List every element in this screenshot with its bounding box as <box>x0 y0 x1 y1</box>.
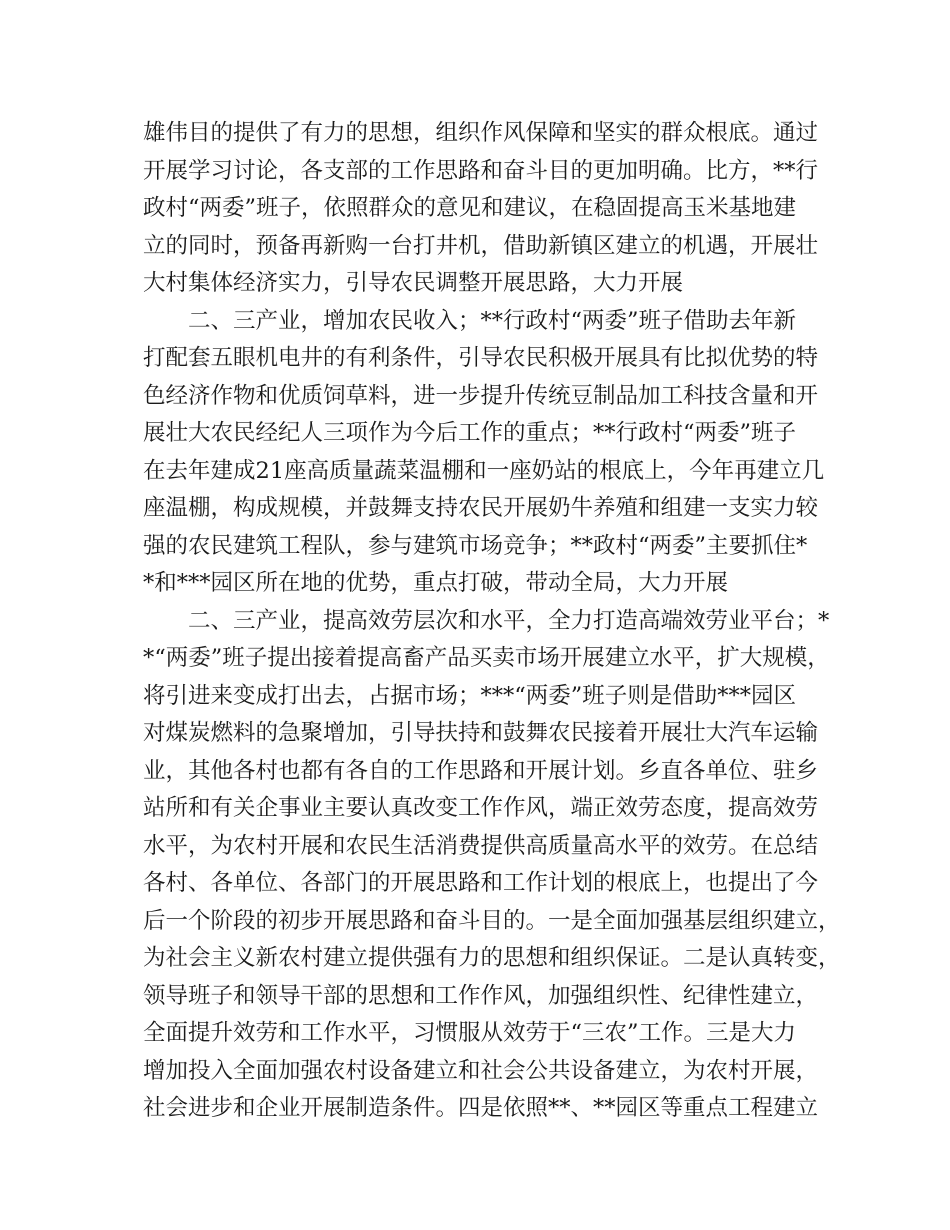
text-line: 二、三产业，增加农民收入；**行政村“两委”班子借助去年新 <box>143 307 797 334</box>
text-line: *“两委”班子提出接着提高畜产品买卖市场开展建立水平，扩大规模， <box>143 645 830 671</box>
text-line: 打配套五眼机电井的有利条件，引导农民积极开展具有比拟优势的特 <box>143 345 819 371</box>
text-line: 座温棚，构成规模，并鼓舞支持农民开展奶牛养殖和组建一支实力较 <box>143 495 819 521</box>
text-line: 将引进来变成打出去，占据市场；***“两委”班子则是借助***园区 <box>143 682 797 709</box>
text-line: 强的农民建筑工程队，参与建筑市场竞争；**政村“两委”主要抓住* <box>143 532 808 559</box>
text-line: 立的同时，预备再新购一台打井机，借助新镇区建立的机遇，开展壮 <box>143 232 819 259</box>
text-line: 社会进步和企业开展制造条件。四是依照**、**园区等重点工程建立 <box>143 1095 819 1121</box>
text-line: 展壮大农民经纪人三项作为今后工作的重点；**行政村“两委”班子 <box>143 420 797 446</box>
text-line: 各村、各单位、各部门的开展思路和工作计划的根底上，也提出了今 <box>143 870 819 896</box>
text-line: 雄伟目的提供了有力的思想，组织作风保障和坚实的群众根底。通过 <box>143 120 819 146</box>
text-line: 领导班子和领导干部的思想和工作作风，加强组织性、纪律性建立， <box>143 982 819 1009</box>
text-line: 开展学习讨论，各支部的工作思路和奋斗目的更加明确。比方，**行 <box>143 157 819 184</box>
text-line: 全面提升效劳和工作水平，习惯服从效劳于“三农”工作。三是大力 <box>143 1020 797 1046</box>
text-line: 增加投入全面加强农村设备建立和社会公共设备建立，为农村开展， <box>143 1057 819 1084</box>
text-line: 后一个阶段的初步开展思路和奋斗目的。一是全面加强基层组织建立， <box>143 907 841 934</box>
text-line: 对煤炭燃料的急聚增加，引导扶持和鼓舞农民接着开展壮大汽车运输 <box>143 720 819 746</box>
text-line: 色经济作物和优质饲草料，进一步提升传统豆制品加工科技含量和开 <box>143 382 819 409</box>
text-line: 站所和有关企事业主要认真改变工作作风，端正效劳态度，提高效劳 <box>143 795 819 821</box>
text-line: 二、三产业，提高效劳层次和水平，全力打造高端效劳业平台；* <box>143 607 830 634</box>
body-text <box>143 115 841 1128</box>
text-line: 政村“两委”班子，依照群众的意见和建议，在稳固提高玉米基地建 <box>143 195 797 221</box>
text-line: 业，其他各村也都有各自的工作思路和开展计划。乡直各单位、驻乡 <box>143 757 819 784</box>
text-line: 在去年建成21座高质量蔬菜温棚和一座奶站的根底上，今年再建立几 <box>143 457 825 484</box>
text-line: 为社会主义新农村建立提供强有力的思想和组织保证。二是认真转变， <box>143 945 841 971</box>
text-line: *和***园区所在地的优势，重点打破，带动全局，大力开展 <box>143 570 729 596</box>
text-line: 大村集体经济实力，引导农民调整开展思路，大力开展 <box>143 270 684 296</box>
text-line: 水平，为农村开展和农民生活消费提供高质量高水平的效劳。在总结 <box>143 832 819 859</box>
